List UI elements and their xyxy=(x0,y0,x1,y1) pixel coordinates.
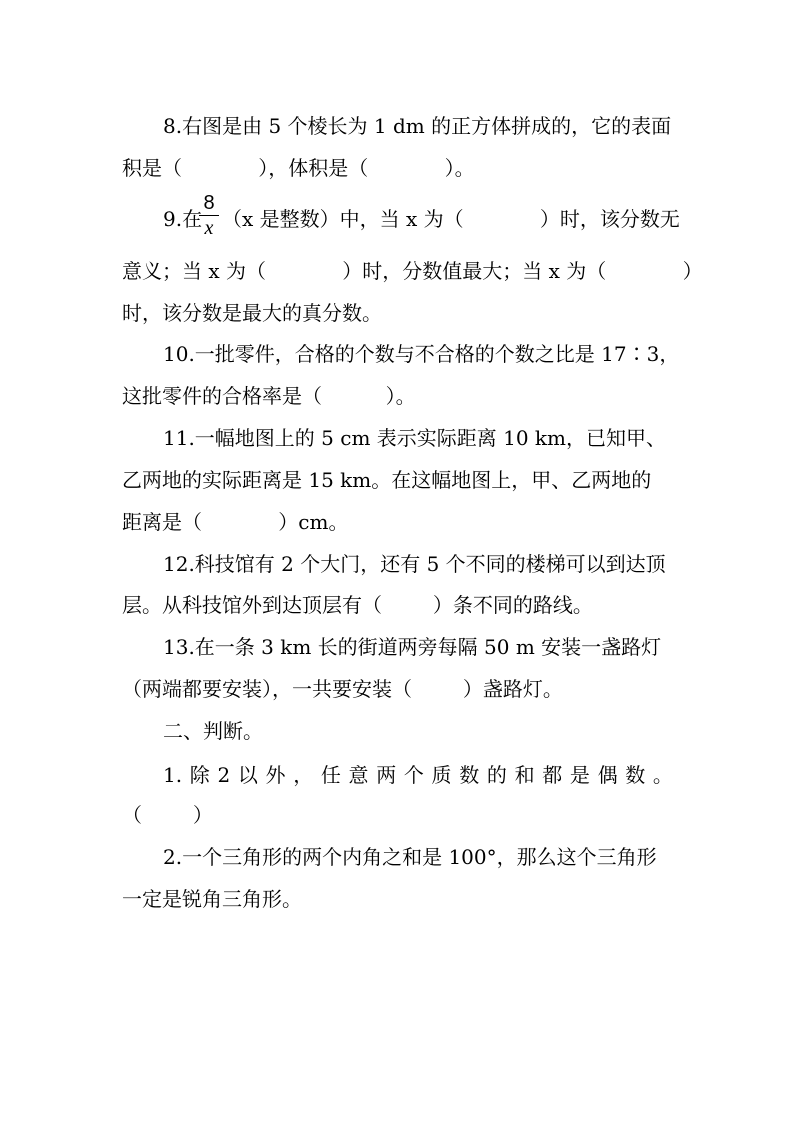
q11-line1: 11.一幅地图上的 5 cm 表示实际距离 10 km，已知甲、 xyxy=(163,426,667,450)
j1-char: 1. xyxy=(163,763,183,787)
j1-char: 任 xyxy=(320,763,341,787)
j1-char: 的 xyxy=(486,763,507,787)
q8-line1: 8.右图是由 5 个棱长为 1 dm 的正方体拼成的，它的表面 xyxy=(163,114,672,138)
q8-line2: 积是（ ），体积是（ ）。 xyxy=(122,156,475,180)
fraction-8-over-x xyxy=(199,192,219,239)
judge-1-line1 xyxy=(163,762,673,788)
j1-char: 质 xyxy=(431,763,452,787)
fraction-denominator: x xyxy=(204,217,214,239)
q10-line2: 这批零件的合格率是（ ）。 xyxy=(122,384,416,408)
j1-char: 偶 xyxy=(597,763,618,787)
fraction-bar xyxy=(199,215,219,216)
q12-line2: 层。从科技馆外到达顶层有（ ）条不同的路线。 xyxy=(122,593,593,617)
q9-prefix: 9.在 xyxy=(163,207,203,231)
j1-char: 数 xyxy=(625,763,646,787)
q11-line2: 乙两地的实际距离是 15 km。在这幅地图上，甲、乙两地的 xyxy=(122,468,652,492)
judge-2-line1: 2.一个三角形的两个内角之和是 100°，那么这个三角形 xyxy=(163,845,657,869)
j1-char: 除 xyxy=(189,763,210,787)
j1-char: 2 xyxy=(217,763,231,787)
j1-char: ， xyxy=(293,763,314,787)
section-heading-judge: 二、判断。 xyxy=(163,719,263,743)
j1-char: 和 xyxy=(514,763,535,787)
j1-char: 外 xyxy=(265,763,286,787)
q9-line2: 意义；当 x 为（ ）时，分数值最大；当 x 为（ ） xyxy=(122,259,703,283)
q11-line3: 距离是（ ）cm。 xyxy=(122,510,349,534)
j1-char: 是 xyxy=(569,763,590,787)
j1-char: 以 xyxy=(237,763,258,787)
j1-char: 数 xyxy=(459,763,480,787)
judge-1-line2: （ ） xyxy=(122,803,213,827)
q9-line3: 时，该分数是最大的真分数。 xyxy=(122,301,382,325)
q10-line1: 10.一批零件，合格的个数与不合格的个数之比是 17∶3， xyxy=(163,342,680,366)
j1-char: 个 xyxy=(403,763,424,787)
q13-line2: （两端都要安装），一共要安装（ ）盏路灯。 xyxy=(122,677,563,701)
j1-char: 意 xyxy=(348,763,369,787)
judge-2-line2: 一定是锐角三角形。 xyxy=(122,887,302,911)
j1-char: 都 xyxy=(542,763,563,787)
q12-line1: 12.科技馆有 2 个大门，还有 5 个不同的楼梯可以到达顶 xyxy=(163,552,666,576)
q13-line1: 13.在一条 3 km 长的街道两旁每隔 50 m 安装一盏路灯 xyxy=(163,635,662,659)
j1-char: 两 xyxy=(376,763,397,787)
j1-char: 。 xyxy=(652,763,673,787)
fraction-numerator: 8 xyxy=(203,192,215,214)
q9-line1-rest: （x 是整数）中，当 x 为（ ）时，该分数无 xyxy=(222,207,680,231)
